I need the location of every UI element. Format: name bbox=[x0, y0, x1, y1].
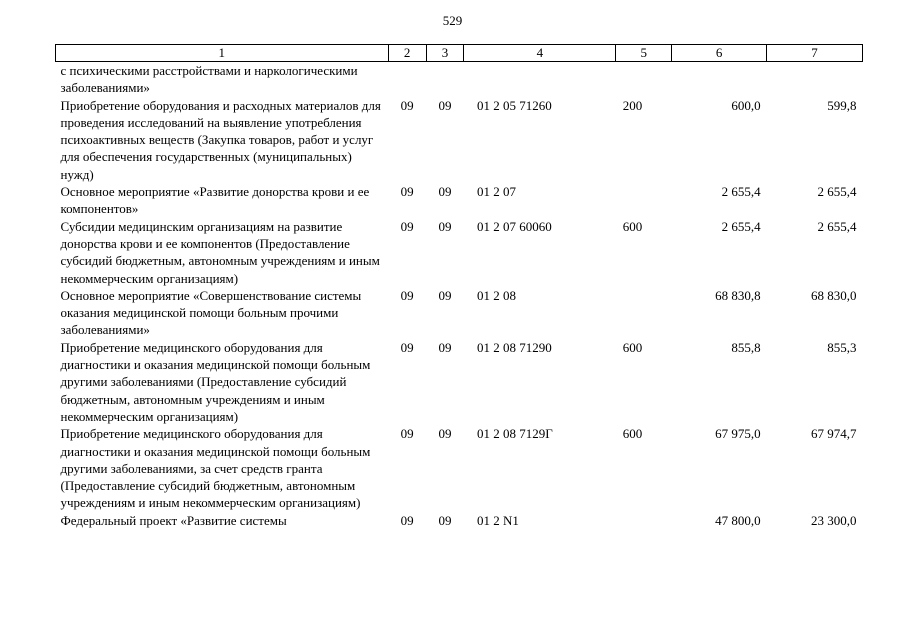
row-expense-type: 600 bbox=[622, 218, 643, 234]
row-section: 09 bbox=[400, 339, 414, 355]
budget-table bbox=[55, 44, 863, 529]
table-header-row bbox=[56, 45, 863, 62]
row-target-code bbox=[464, 62, 616, 97]
row-expense-type bbox=[616, 183, 672, 218]
row-name: Приобретение медицинского оборудования для диагностики и оказания медицинской помощи больным другими заболеваниями (Предоставление субсидий бюджетным, автономным учреждениям и иным некоммерческим организациям) bbox=[60, 339, 371, 424]
row-expense-type bbox=[616, 287, 672, 339]
row-expense-type bbox=[616, 512, 672, 529]
row-plan-amount: 67 975,0 bbox=[715, 426, 761, 442]
row-target-code: 01 2 08 71290 bbox=[476, 339, 552, 355]
row-name: Основное мероприятие «Развитие донорства крови и ее компонентов» bbox=[60, 184, 370, 217]
row-section: 09 bbox=[400, 218, 414, 234]
row-plan-amount: 600,0 bbox=[731, 97, 761, 113]
column-header: 2 bbox=[388, 45, 426, 62]
row-fact-amount: 67 974,7 bbox=[811, 426, 857, 442]
row-fact-amount: 599,8 bbox=[827, 97, 857, 113]
row-subsection: 09 bbox=[438, 287, 452, 303]
row-expense-type: 600 bbox=[622, 339, 643, 355]
row-fact-amount: 855,3 bbox=[827, 339, 857, 355]
column-header: 7 bbox=[767, 45, 863, 62]
row-fact-amount bbox=[767, 62, 863, 97]
table-row bbox=[56, 97, 863, 183]
row-name: Приобретение медицинского оборудования для диагностики и оказания медицинской помощи больным другими заболеваниями, за счет средств гранта (Предоставление субсидий бюджетным, автономным учреждениям и иным некоммерческим организациям) bbox=[60, 426, 371, 511]
row-section: 09 bbox=[400, 512, 414, 528]
table-row bbox=[56, 62, 863, 97]
row-target-code: 01 2 08 bbox=[476, 287, 516, 303]
row-plan-amount bbox=[672, 62, 767, 97]
row-subsection: 09 bbox=[438, 512, 452, 528]
row-plan-amount: 2 655,4 bbox=[721, 218, 761, 234]
row-section: 09 bbox=[400, 287, 414, 303]
row-name: Приобретение оборудования и расходных материалов для проведения исследований на выявление употребления психоактивных веществ (Закупка товаров, работ и услуг для обеспечения государственных (муниципальных) нужд) bbox=[60, 97, 381, 182]
column-header: 5 bbox=[616, 45, 672, 62]
row-name: Основное мероприятие «Совершенствование системы оказания медицинской помощи больным прочими заболеваниями» bbox=[60, 287, 362, 338]
row-expense-type: 600 bbox=[622, 426, 643, 442]
table-row bbox=[56, 183, 863, 218]
table-row bbox=[56, 287, 863, 339]
table-row bbox=[56, 425, 863, 511]
column-header: 3 bbox=[426, 45, 464, 62]
table-row bbox=[56, 218, 863, 287]
row-subsection: 09 bbox=[438, 218, 452, 234]
row-fact-amount: 68 830,0 bbox=[811, 287, 857, 303]
row-expense-type: 200 bbox=[622, 97, 643, 113]
page-number: 529 bbox=[442, 13, 463, 28]
column-header: 4 bbox=[464, 45, 616, 62]
row-expense-type bbox=[616, 62, 672, 97]
row-target-code: 01 2 N1 bbox=[476, 512, 519, 528]
row-plan-amount: 47 800,0 bbox=[715, 512, 761, 528]
row-fact-amount: 23 300,0 bbox=[811, 512, 857, 528]
row-plan-amount: 855,8 bbox=[731, 339, 761, 355]
row-subsection: 09 bbox=[438, 426, 452, 442]
row-fact-amount: 2 655,4 bbox=[817, 184, 857, 200]
row-section: 09 bbox=[400, 184, 414, 200]
row-target-code: 01 2 07 60060 bbox=[476, 218, 552, 234]
row-name: с психическими расстройствами и наркологическими заболеваниями» bbox=[60, 63, 358, 96]
row-subsection: 09 bbox=[438, 97, 452, 113]
table-row bbox=[56, 512, 863, 529]
row-section: 09 bbox=[400, 426, 414, 442]
row-name: Федеральный проект «Развитие системы bbox=[60, 512, 287, 528]
row-subsection bbox=[426, 62, 464, 97]
row-target-code: 01 2 05 71260 bbox=[476, 97, 552, 113]
row-plan-amount: 68 830,8 bbox=[715, 287, 761, 303]
row-target-code: 01 2 07 bbox=[476, 184, 516, 200]
row-fact-amount: 2 655,4 bbox=[817, 218, 857, 234]
row-target-code: 01 2 08 7129Г bbox=[476, 426, 553, 442]
row-section: 09 bbox=[400, 97, 414, 113]
column-header: 1 bbox=[56, 45, 389, 62]
row-section bbox=[388, 62, 426, 97]
row-subsection: 09 bbox=[438, 184, 452, 200]
row-subsection: 09 bbox=[438, 339, 452, 355]
table-row bbox=[56, 339, 863, 425]
column-header: 6 bbox=[672, 45, 767, 62]
row-plan-amount: 2 655,4 bbox=[721, 184, 761, 200]
row-name: Субсидии медицинским организациям на развитие донорства крови и ее компонентов (Предоставление субсидий бюджетным, автономным учреждениям и иным некоммерческим организациям) bbox=[60, 218, 380, 286]
